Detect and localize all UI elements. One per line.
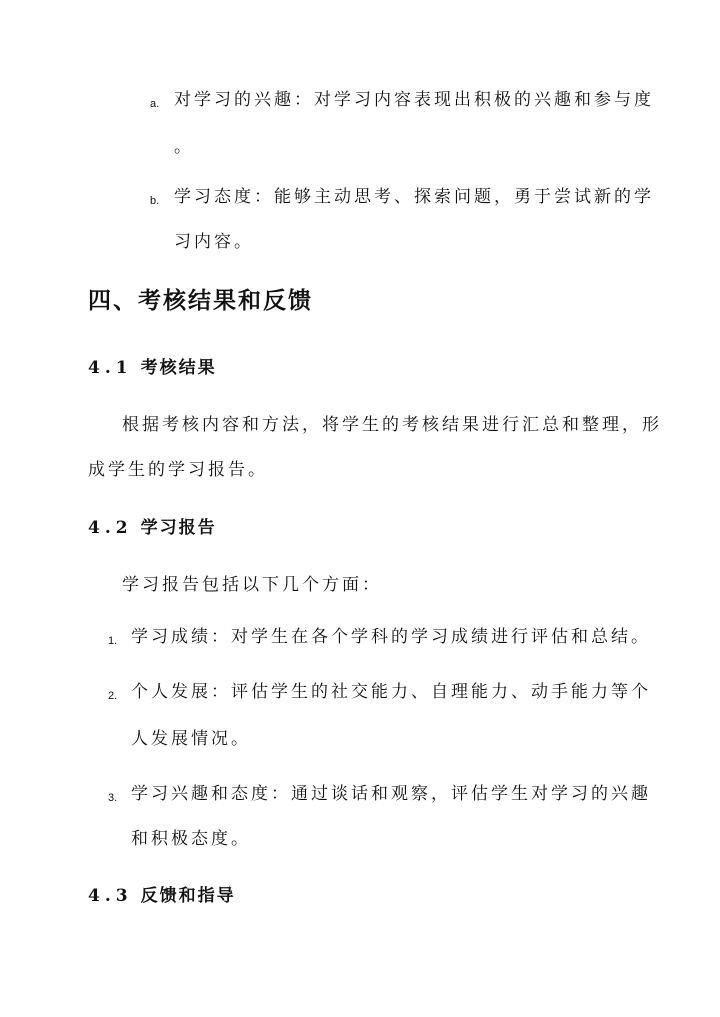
paragraph-4-1-line1: 根据考核内容和方法，将学生的考核结果进行汇总和整理，形 bbox=[122, 415, 662, 435]
subsection-number: 4.3 bbox=[88, 886, 133, 906]
section-heading-4: 四、考核结果和反馈 bbox=[88, 287, 313, 314]
list-item-1-line1: 学习成绩：对学生在各个学科的学习成绩进行评估和总结。 bbox=[131, 627, 651, 647]
subsection-heading-4-3 bbox=[88, 885, 236, 907]
subsection-title: 反馈和指导 bbox=[140, 886, 236, 906]
list-item-a-line2: 。 bbox=[174, 137, 194, 157]
paragraph-4-2-intro: 学习报告包括以下几个方面： bbox=[122, 575, 382, 595]
list-item-b-line1: 学习态度：能够主动思考、探索问题，勇于尝试新的学 bbox=[174, 187, 654, 207]
subsection-number: 4.2 bbox=[88, 518, 133, 538]
list-item-2-line2: 人发展情况。 bbox=[131, 729, 251, 749]
subsection-number: 4.1 bbox=[88, 358, 133, 378]
list-marker-2: 2. bbox=[108, 690, 118, 702]
list-item-a-line1: 对学习的兴趣：对学习内容表现出积极的兴趣和参与度 bbox=[174, 90, 654, 110]
subsection-heading-4-1 bbox=[88, 357, 217, 379]
list-item-3-line1: 学习兴趣和态度：通过谈话和观察，评估学生对学习的兴趣 bbox=[131, 784, 651, 804]
list-marker-1: 1. bbox=[108, 635, 118, 647]
paragraph-4-1-line2: 成学生的学习报告。 bbox=[88, 460, 268, 480]
list-item-2-line1: 个人发展：评估学生的社交能力、自理能力、动手能力等个 bbox=[131, 682, 651, 702]
list-marker-3: 3. bbox=[108, 792, 118, 804]
subsection-title: 学习报告 bbox=[140, 518, 217, 538]
list-marker-b: b. bbox=[150, 195, 160, 207]
subsection-title: 考核结果 bbox=[140, 358, 217, 378]
list-item-3-line2: 和积极态度。 bbox=[131, 829, 251, 849]
list-marker-a: a. bbox=[150, 98, 160, 110]
list-item-b-line2: 习内容。 bbox=[174, 232, 254, 252]
subsection-heading-4-2 bbox=[88, 517, 217, 539]
